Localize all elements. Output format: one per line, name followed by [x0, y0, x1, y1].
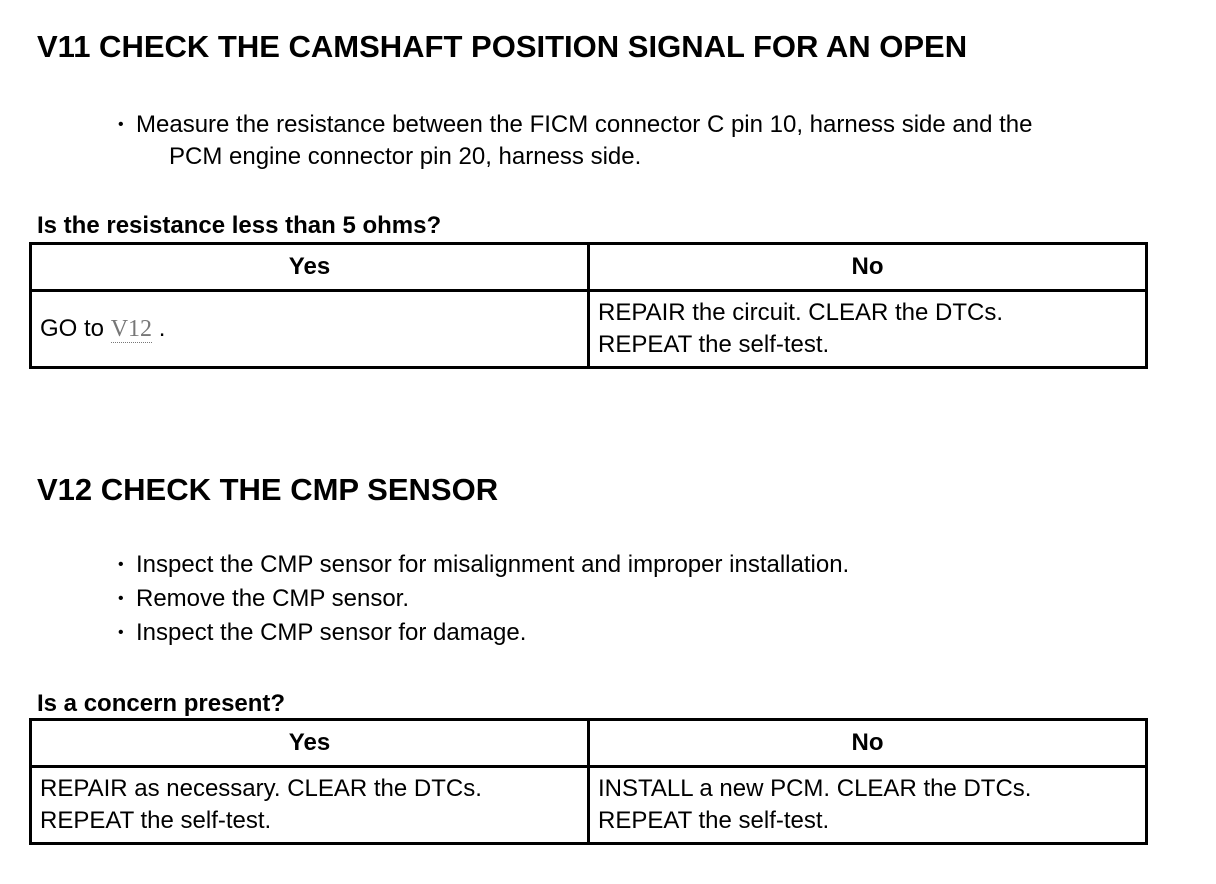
list-item [118, 617, 849, 651]
v12-question: Is a concern present? [37, 690, 286, 717]
list-item [118, 109, 1033, 173]
bullet-icon: • [118, 556, 124, 573]
v12-step-list [118, 549, 849, 651]
yes-cell [31, 291, 589, 368]
step-text-line1: Measure the resistance between the FICM connector C pin 10, harness side and the [136, 111, 1033, 138]
v12-decision-table [29, 718, 1148, 845]
bullet-icon: • [118, 116, 124, 133]
no-header: No [589, 244, 1147, 291]
no-line1: REPAIR the circuit. CLEAR the DTCs. [598, 299, 1003, 326]
step-text: Inspect the CMP sensor for misalignment and improper installation. [136, 551, 850, 578]
v12-link[interactable]: V12 [110, 316, 153, 342]
list-item [118, 549, 849, 583]
yes-prefix: GO to [40, 315, 105, 342]
yes-line1: REPAIR as necessary. CLEAR the DTCs. [40, 775, 482, 802]
yes-cell [31, 767, 589, 844]
bullet-icon: • [118, 590, 124, 607]
no-header: No [589, 720, 1147, 767]
yes-line2: REPEAT the self-test. [40, 807, 272, 834]
yes-header: Yes [31, 720, 589, 767]
step-text: Inspect the CMP sensor for damage. [136, 619, 527, 646]
bullet-icon: • [118, 624, 124, 641]
no-line2: REPEAT the self-test. [598, 807, 830, 834]
yes-suffix: . [158, 315, 166, 342]
v11-heading: V11 CHECK THE CAMSHAFT POSITION SIGNAL FOR AN OPEN [37, 29, 968, 64]
v11-step-list [118, 109, 1033, 173]
no-cell [589, 291, 1147, 368]
no-line2: REPEAT the self-test. [598, 331, 830, 358]
v11-question: Is the resistance less than 5 ohms? [37, 212, 442, 239]
v11-decision-table [29, 242, 1148, 369]
v12-heading: V12 CHECK THE CMP SENSOR [37, 472, 499, 507]
step-text: Remove the CMP sensor. [136, 585, 410, 612]
no-cell [589, 767, 1147, 844]
no-line1: INSTALL a new PCM. CLEAR the DTCs. [598, 775, 1032, 802]
list-item [118, 583, 849, 617]
table-row [31, 291, 1147, 368]
table-row [31, 767, 1147, 844]
step-text-line2: PCM engine connector pin 20, harness side. [169, 143, 642, 170]
yes-header: Yes [31, 244, 589, 291]
